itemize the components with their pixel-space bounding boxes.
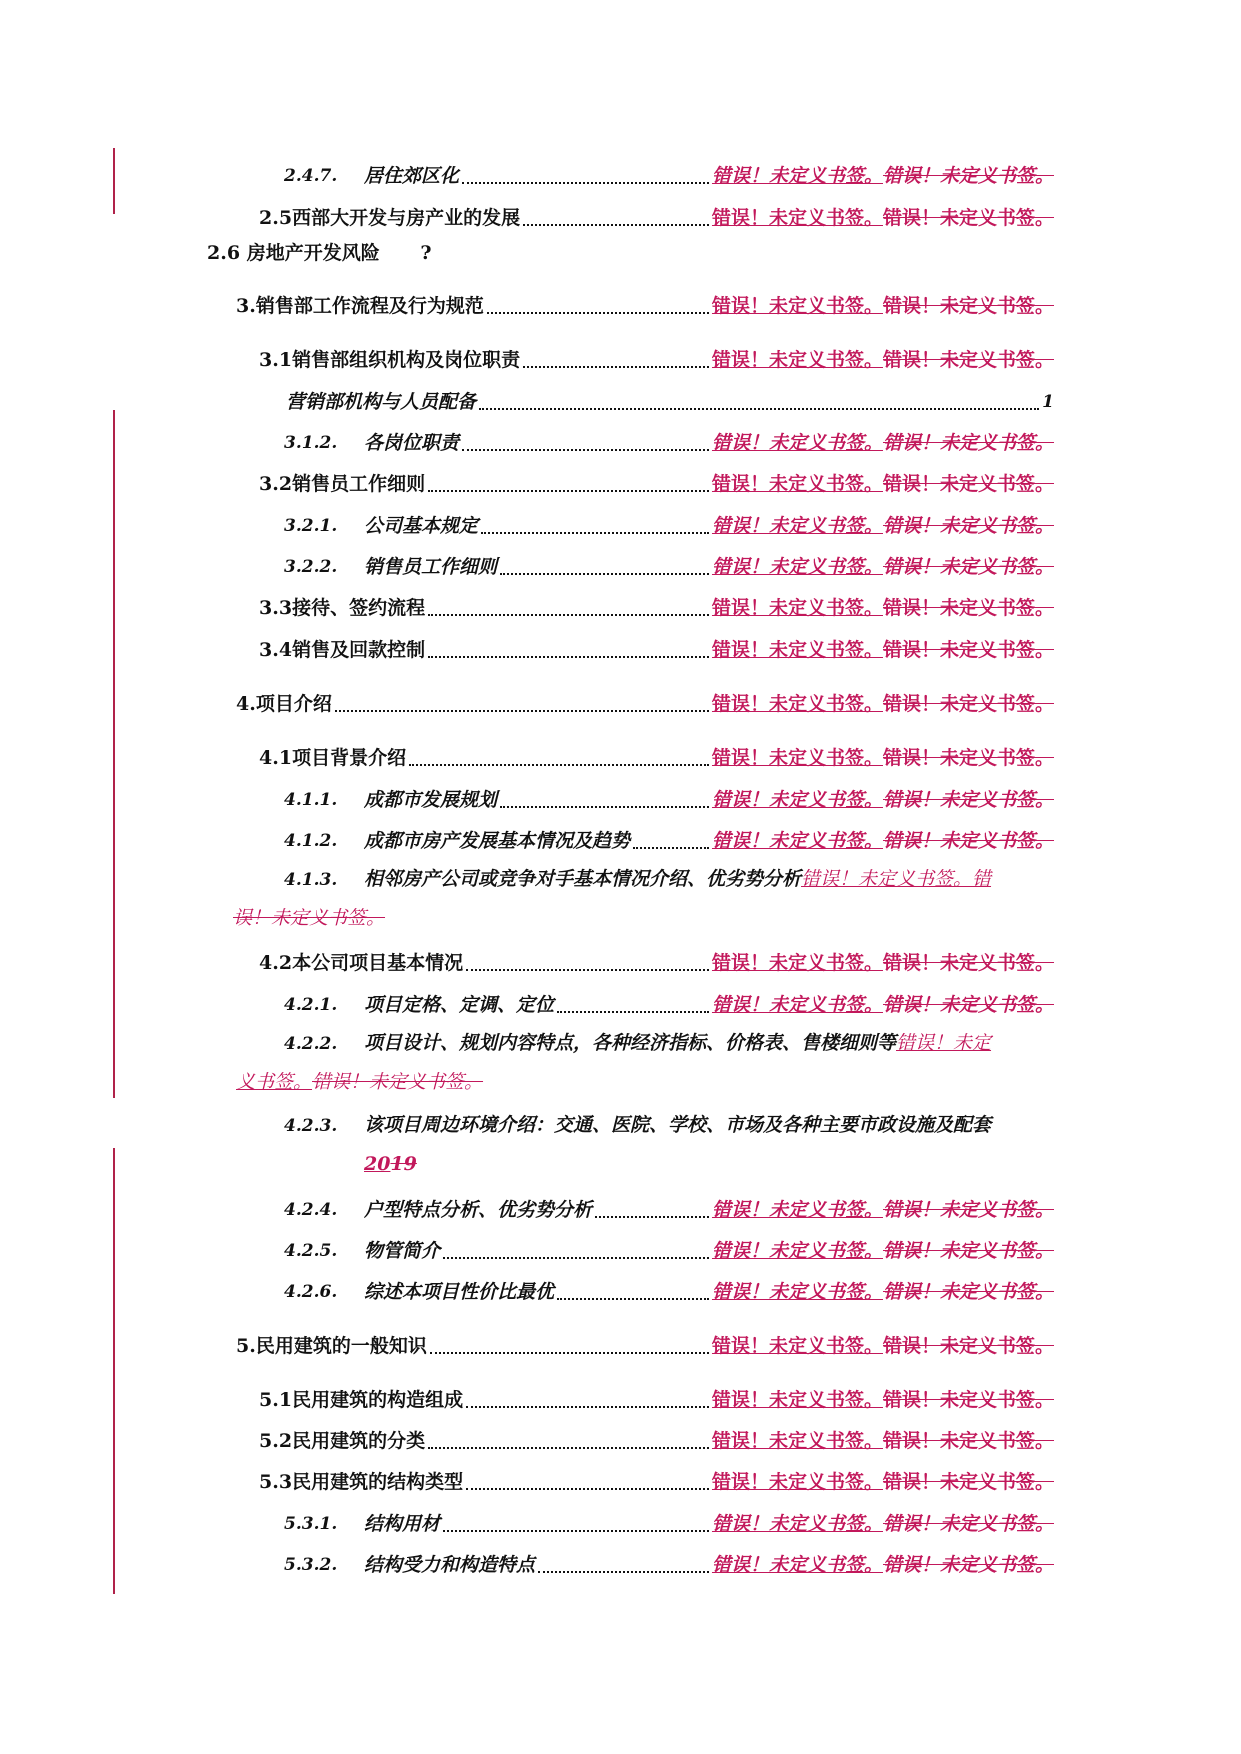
toc-title: 综述本项目性价比最优 (364, 1281, 555, 1303)
toc-number: 5.2 (259, 1430, 293, 1452)
toc-title: 公司基本规定 (364, 515, 479, 537)
change-bar (113, 148, 115, 214)
toc-entry-3-4[interactable] (259, 632, 1054, 662)
toc-number: 3.2 (259, 473, 293, 495)
toc-title: 项目定格、定调、定位 (364, 994, 555, 1016)
toc-number: 3.2.1. (284, 516, 338, 536)
error-field: 错误！未定义书签。错误！未定义书签。 (711, 1430, 1054, 1452)
toc-entry-4-2-1[interactable] (284, 987, 1054, 1017)
toc-number: 4.2.6. (284, 1282, 338, 1302)
toc-entry-5-3[interactable] (259, 1464, 1054, 1494)
dot-leader (523, 362, 709, 368)
toc-entry-4-1[interactable] (259, 740, 1054, 770)
page-number-new: 20 (364, 1153, 391, 1175)
toc-title: 结构用材 (364, 1513, 441, 1535)
toc-title: 销售部工作流程及行为规范 (255, 295, 484, 317)
toc-title: 物管简介 (364, 1240, 441, 1262)
error-field-continued: 义书签。错误！未定义书签。 (236, 1071, 484, 1093)
toc-entry-4[interactable] (236, 686, 1054, 716)
toc-entry-4-2-5[interactable] (284, 1233, 1054, 1263)
toc-title: 营销部机构与人员配备 (286, 391, 477, 413)
toc-entry-4-1-2[interactable] (284, 823, 1054, 853)
toc-entry-5-1[interactable] (259, 1382, 1054, 1412)
toc-entry-3-1-2[interactable] (284, 425, 1054, 455)
dot-leader (500, 569, 709, 575)
toc-number: 4.1.3. (284, 870, 338, 890)
toc-entry-4-2-4[interactable] (284, 1192, 1054, 1222)
toc-title: 西部大开发与房产业的发展 (292, 207, 521, 229)
toc-title: 销售部组织机构及岗位职责 (292, 349, 521, 371)
dot-leader (443, 1526, 709, 1532)
error-field: 错误！未定 (896, 1032, 992, 1054)
toc-entry-3-2[interactable] (259, 466, 1054, 496)
toc-number: 4.1 (259, 747, 293, 769)
toc-title: 各岗位职责 (364, 432, 460, 454)
error-field: 错误！未定义书签。错误！未定义书签。 (711, 473, 1054, 495)
dot-leader (595, 1212, 709, 1218)
error-field: 错误！未定义书签。错误！未定义书签。 (711, 432, 1054, 454)
toc-number: 3.4 (259, 639, 293, 661)
toc-entry-2-6[interactable] (207, 238, 431, 265)
error-field: 错误！未定义书签。错误！未定义书签。 (711, 693, 1054, 715)
toc-title: 接待、签约流程 (292, 597, 426, 619)
toc-number: 4.2.5. (284, 1241, 338, 1261)
toc-title: 本公司项目基本情况 (292, 952, 464, 974)
toc-number: 3. (236, 295, 256, 317)
toc-number: 3.2.2. (284, 557, 338, 577)
toc-title: 该项目周边环境介绍：交通、医院、学校、市场及各种主要市政设施及配套 (364, 1114, 992, 1136)
error-field: 错误！未定义书签。错误！未定义书签。 (711, 1335, 1054, 1357)
page-number-old: 19 (390, 1153, 417, 1175)
toc-entry-5-2[interactable] (259, 1423, 1054, 1453)
toc-number: 3.1 (259, 349, 293, 371)
toc-title: 户型特点分析、优劣势分析 (364, 1199, 593, 1221)
dot-leader (466, 1402, 709, 1408)
dot-leader (538, 1567, 709, 1573)
dot-leader (428, 610, 709, 616)
toc-entry-3-1[interactable] (259, 342, 1054, 372)
error-field: 错误！未定义书签。错误！未定义书签。 (711, 1281, 1054, 1303)
error-field: 错误！未定义书签。错误！未定义书签。 (711, 1389, 1054, 1411)
toc-number: 4.2.4. (284, 1200, 338, 1220)
toc-number: 5.3 (259, 1471, 293, 1493)
toc-title: 项目设计、规划内容特点，各种经济指标、价格表、售楼细则等 (364, 1032, 897, 1054)
toc-entry-2-4-7[interactable] (284, 158, 1054, 188)
toc-entry-5-3-2[interactable] (284, 1547, 1054, 1577)
marker: ? (420, 242, 432, 264)
toc-number: 4. (236, 693, 256, 715)
toc-number: 4.2 (259, 952, 293, 974)
dot-leader (487, 308, 709, 314)
toc-entry-3-3[interactable] (259, 590, 1054, 620)
toc-number: 4.1.2. (284, 831, 338, 851)
error-field: 错误！未定义书签。错误！未定义书签。 (711, 165, 1054, 187)
error-field: 错误！未定义书签。错误！未定义书签。 (711, 789, 1054, 811)
dot-leader (430, 1348, 709, 1354)
toc-title: 销售员工作细则 (364, 556, 498, 578)
dot-leader (428, 1443, 709, 1449)
toc-number: 4.2.2. (284, 1034, 338, 1054)
toc-entry-4-2[interactable] (259, 945, 1054, 975)
toc-entry-3[interactable] (236, 288, 1054, 318)
error-field-continued: 误！未定义书签。 (233, 907, 386, 929)
toc-title: 民用建筑的构造组成 (292, 1389, 464, 1411)
toc-number: 5.1 (259, 1389, 293, 1411)
toc-entry-4-2-6[interactable] (284, 1274, 1054, 1304)
dot-leader (633, 843, 709, 849)
toc-title: 民用建筑的一般知识 (255, 1335, 427, 1357)
error-field: 错误！未定义书签。错误！未定义书签。 (711, 1199, 1054, 1221)
toc-number: 3.3 (259, 597, 293, 619)
error-field: 错误！未定义书签。错 (801, 868, 992, 890)
toc-title: 民用建筑的分类 (292, 1430, 426, 1452)
toc-title: 民用建筑的结构类型 (292, 1471, 464, 1493)
toc-number: 2.4.7. (284, 166, 338, 186)
change-bar (113, 1148, 115, 1594)
error-field: 错误！未定义书签。错误！未定义书签。 (711, 639, 1054, 661)
change-bar (113, 410, 115, 1098)
toc-entry-5[interactable] (236, 1328, 1054, 1358)
toc-entry-3-2-1[interactable] (284, 508, 1054, 538)
toc-number: 5. (236, 1335, 256, 1357)
toc-title: 相邻房产公司或竞争对手基本情况介绍、优劣势分析 (364, 868, 802, 890)
error-field: 错误！未定义书签。错误！未定义书签。 (711, 515, 1054, 537)
dot-leader (500, 802, 709, 808)
error-field: 错误！未定义书签。错误！未定义书签。 (711, 295, 1054, 317)
toc-entry-3-2-2[interactable] (284, 549, 1054, 579)
toc-title: 居住郊区化 (364, 165, 460, 187)
error-field: 错误！未定义书签。错误！未定义书签。 (711, 830, 1054, 852)
error-field: 错误！未定义书签。错误！未定义书签。 (711, 556, 1054, 578)
error-field: 错误！未定义书签。错误！未定义书签。 (711, 1240, 1054, 1262)
toc-number: 5.3.2. (284, 1555, 338, 1575)
error-field: 错误！未定义书签。错误！未定义书签。 (711, 747, 1054, 769)
dot-leader (466, 965, 709, 971)
toc-entry-2-5[interactable] (259, 200, 1054, 230)
toc-title: 项目背景介绍 (292, 747, 407, 769)
toc-title: 销售员工作细则 (292, 473, 426, 495)
toc-title: 销售及回款控制 (292, 639, 426, 661)
toc-title: 成都市房产发展基本情况及趋势 (364, 830, 631, 852)
error-field: 错误！未定义书签。错误！未定义书签。 (711, 994, 1054, 1016)
dot-leader (428, 652, 709, 658)
dot-leader (479, 404, 1039, 410)
dot-leader (462, 178, 709, 184)
toc-number: 3.1.2. (284, 433, 338, 453)
error-field: 错误！未定义书签。错误！未定义书签。 (711, 952, 1054, 974)
toc-title: 房地产开发风险 (246, 242, 380, 264)
toc-entry-3-1-1[interactable] (286, 384, 1054, 414)
page-number: 1 (1042, 392, 1054, 412)
error-field: 错误！未定义书签。错误！未定义书签。 (711, 597, 1054, 619)
toc-number: 4.2.3. (284, 1116, 338, 1136)
error-field: 错误！未定义书签。错误！未定义书签。 (711, 207, 1054, 229)
dot-leader (557, 1294, 709, 1300)
toc-title: 结构受力和构造特点 (364, 1554, 536, 1576)
dot-leader (466, 1484, 709, 1490)
toc-entry-4-1-3[interactable] (233, 864, 1054, 933)
toc-number: 5.3.1. (284, 1514, 338, 1534)
dot-leader (335, 706, 709, 712)
toc-entry-4-2-3[interactable] (284, 1110, 1054, 1179)
toc-number: 2.5 (259, 207, 293, 229)
dot-leader (557, 1007, 709, 1013)
toc-number: 2.6 (207, 242, 241, 264)
dot-leader (481, 528, 709, 534)
error-field: 错误！未定义书签。错误！未定义书签。 (711, 1471, 1054, 1493)
toc-number: 4.1.1. (284, 790, 338, 810)
dot-leader (523, 220, 709, 226)
toc-entry-5-3-1[interactable] (284, 1506, 1054, 1536)
dot-leader (428, 486, 709, 492)
toc-title: 项目介绍 (255, 693, 332, 715)
toc-number: 4.2.1. (284, 995, 338, 1015)
error-field: 错误！未定义书签。错误！未定义书签。 (711, 1513, 1054, 1535)
error-field: 错误！未定义书签。错误！未定义书签。 (711, 1554, 1054, 1576)
toc-title: 成都市发展规划 (364, 789, 498, 811)
error-field: 错误！未定义书签。错误！未定义书签。 (711, 349, 1054, 371)
toc-entry-4-1-1[interactable] (284, 782, 1054, 812)
dot-leader (462, 445, 709, 451)
dot-leader (443, 1253, 709, 1259)
toc-entry-4-2-2[interactable] (236, 1028, 1054, 1097)
dot-leader (409, 760, 709, 766)
